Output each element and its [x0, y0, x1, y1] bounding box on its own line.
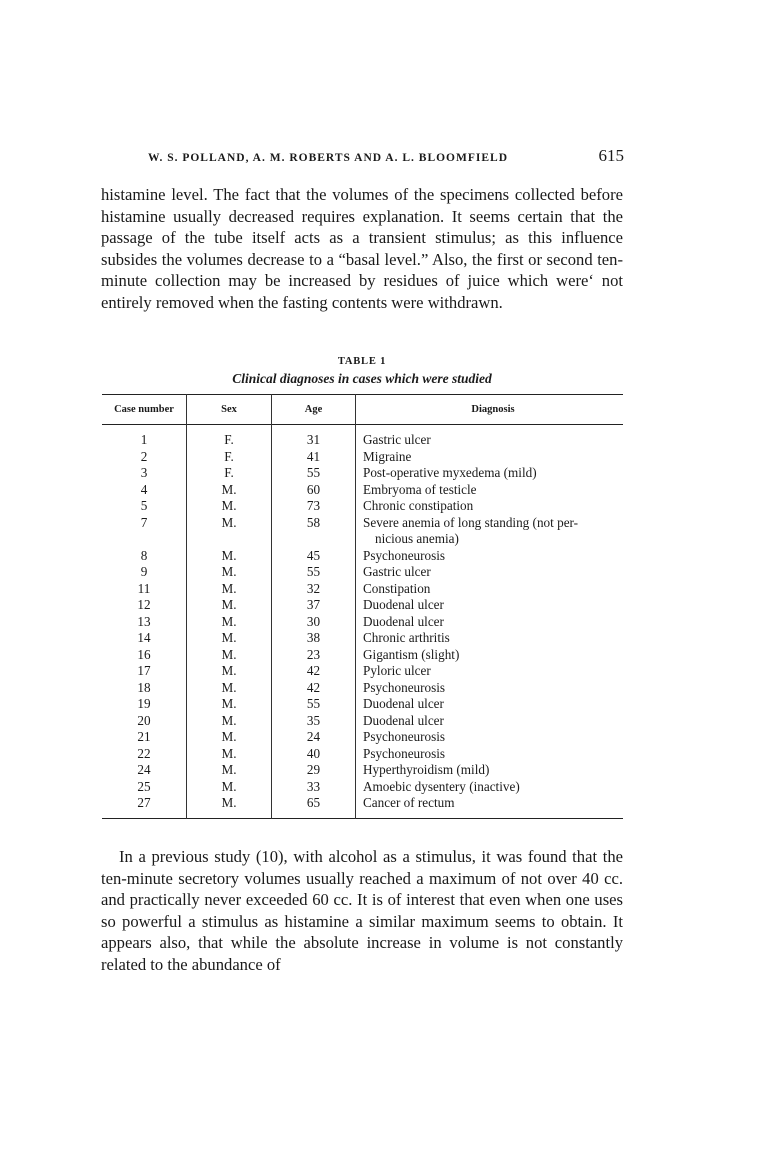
- cell-sex: M.: [187, 746, 272, 763]
- diagnosis-continuation: nicious anemia): [375, 531, 459, 546]
- cell-case-number: 12: [102, 597, 187, 614]
- cell-case-number: 8: [102, 548, 187, 565]
- table-row: [102, 614, 623, 631]
- cell-diagnosis: [356, 746, 624, 763]
- cell-case-number: 19: [102, 696, 187, 713]
- cell-diagnosis: [356, 713, 624, 730]
- cell-case-number: 3: [102, 465, 187, 482]
- table-row: [102, 713, 623, 730]
- table-row: [102, 482, 623, 499]
- cell-diagnosis: [356, 564, 624, 581]
- cell-case-number: 16: [102, 647, 187, 664]
- cell-sex: M.: [187, 597, 272, 614]
- table-row: [102, 425, 623, 449]
- diagnosis-text: Psychoneurosis: [363, 745, 446, 761]
- diagnosis-text: Psychoneurosis: [363, 679, 446, 695]
- table-row: [102, 449, 623, 466]
- cell-sex: F.: [187, 449, 272, 466]
- cell-sex: M.: [187, 515, 272, 548]
- cell-case-number: 7: [102, 515, 187, 548]
- cell-diagnosis: [356, 795, 624, 818]
- table-row: [102, 597, 623, 614]
- cell-sex: M.: [187, 696, 272, 713]
- cell-age: 55: [272, 564, 356, 581]
- cell-case-number: 14: [102, 630, 187, 647]
- cell-case-number: 25: [102, 779, 187, 796]
- cell-case-number: 18: [102, 680, 187, 697]
- cell-diagnosis: [356, 515, 624, 548]
- cell-age: 45: [272, 548, 356, 565]
- cell-diagnosis: [356, 465, 624, 482]
- cell-age: 60: [272, 482, 356, 499]
- cell-sex: M.: [187, 498, 272, 515]
- diagnosis-text: Constipation: [363, 580, 431, 596]
- cell-sex: F.: [187, 425, 272, 449]
- diagnosis-text: Gastric ulcer: [363, 432, 431, 447]
- cell-case-number: 4: [102, 482, 187, 499]
- cell-sex: M.: [187, 482, 272, 499]
- cell-diagnosis: [356, 597, 624, 614]
- paragraph-next: In a previous study (10), with alcohol as a stimulus, it was found that the ten-minute secretory volumes usually reached a maximum of not over 40 cc. and practically never exceeded 60 cc. It is of interest that even when one uses so powerful a stimulus as histamine a similar maximum seems to obtain. It appears also, that while the absolute increase in volume is not constantly related to the abundance of: [101, 847, 623, 974]
- cell-age: 65: [272, 795, 356, 818]
- diagnosis-text: Psychoneurosis: [363, 547, 446, 563]
- diagnosis-text: Amoebic dysentery (inactive): [363, 778, 520, 794]
- cell-age: 30: [272, 614, 356, 631]
- diagnosis-text: Cancer of rectum: [363, 795, 455, 810]
- diagnosis-text: Severe anemia of long standing (not per-: [363, 514, 579, 530]
- cell-case-number: 2: [102, 449, 187, 466]
- cell-sex: M.: [187, 762, 272, 779]
- cell-sex: M.: [187, 663, 272, 680]
- cell-sex: M.: [187, 779, 272, 796]
- diagnosis-text: Chronic constipation: [363, 498, 474, 513]
- clinical-diagnoses-table: [102, 394, 623, 819]
- table-row: [102, 795, 623, 818]
- cell-age: 23: [272, 647, 356, 664]
- header-age: Age: [272, 395, 356, 425]
- cell-diagnosis: [356, 425, 624, 449]
- cell-sex: M.: [187, 680, 272, 697]
- cell-sex: M.: [187, 729, 272, 746]
- header-diagnosis: Diagnosis: [471, 404, 515, 415]
- cell-sex: M.: [187, 713, 272, 730]
- cell-age: 58: [272, 515, 356, 548]
- cell-sex: M.: [187, 548, 272, 565]
- cell-sex: M.: [187, 564, 272, 581]
- table-title: TABLE 1: [337, 356, 387, 367]
- table-row: [102, 564, 623, 581]
- cell-age: 42: [272, 680, 356, 697]
- cell-case-number: 1: [102, 425, 187, 449]
- cell-case-number: 13: [102, 614, 187, 631]
- table-header-row: [102, 395, 623, 425]
- cell-age: 35: [272, 713, 356, 730]
- cell-case-number: 22: [102, 746, 187, 763]
- header-sex: Sex: [187, 395, 272, 425]
- cell-sex: M.: [187, 581, 272, 598]
- diagnosis-text: Gastric ulcer: [363, 564, 431, 579]
- table-row: [102, 762, 623, 779]
- cell-case-number: 27: [102, 795, 187, 818]
- table-row: [102, 647, 623, 664]
- cell-sex: F.: [187, 465, 272, 482]
- cell-case-number: 20: [102, 713, 187, 730]
- header-case-number: Case number: [102, 395, 187, 425]
- cell-case-number: 9: [102, 564, 187, 581]
- cell-age: 73: [272, 498, 356, 515]
- table-row: [102, 696, 623, 713]
- cell-case-number: 24: [102, 762, 187, 779]
- cell-sex: M.: [187, 630, 272, 647]
- paragraph-continued: histamine level. The fact that the volumes of the specimens collected before histamine usually decreased requires explanation. It seems certain that the passage of the tube itself acts as a transient stimulus; as this influence subsides the volumes decrease to a “basal level.” Also, the first or second ten-minute collection may be increased by residues of juice which were‘ not entirely removed when the fasting contents were withdrawn.: [101, 185, 623, 312]
- cell-sex: M.: [187, 795, 272, 818]
- table-row: [102, 465, 623, 482]
- running-head: [148, 146, 624, 166]
- cell-diagnosis: [356, 614, 624, 631]
- cell-age: 33: [272, 779, 356, 796]
- running-head-authors: W. S. POLLAND, A. M. ROBERTS AND A. L. BLOOMFIELD: [148, 152, 508, 164]
- cell-diagnosis: [356, 779, 624, 796]
- cell-age: 31: [272, 425, 356, 449]
- cell-sex: M.: [187, 647, 272, 664]
- diagnosis-text: Psychoneurosis: [363, 729, 446, 744]
- cell-case-number: 5: [102, 498, 187, 515]
- table-row: [102, 729, 623, 746]
- table-row: [102, 581, 623, 598]
- diagnosis-text: Migraine: [363, 448, 412, 464]
- cell-diagnosis: [356, 663, 624, 680]
- cell-case-number: 17: [102, 663, 187, 680]
- diagnosis-text: Duodenal ulcer: [363, 696, 444, 711]
- cell-diagnosis: [356, 680, 624, 697]
- diagnosis-text: Hyperthyroidism (mild): [363, 762, 490, 777]
- cell-age: 42: [272, 663, 356, 680]
- cell-sex: M.: [187, 614, 272, 631]
- cell-diagnosis: [356, 498, 624, 515]
- diagnosis-text: Post-operative myxedema (mild): [363, 465, 537, 480]
- cell-age: 55: [272, 465, 356, 482]
- diagnosis-text: Duodenal ulcer: [363, 712, 444, 728]
- diagnosis-text: Pyloric ulcer: [363, 663, 431, 678]
- cell-age: 55: [272, 696, 356, 713]
- table-body: [102, 425, 623, 819]
- cell-age: 24: [272, 729, 356, 746]
- cell-age: 29: [272, 762, 356, 779]
- table-row: [102, 746, 623, 763]
- table-subtitle: Clinical diagnoses in cases which were studied: [232, 371, 492, 386]
- cell-diagnosis: [356, 696, 624, 713]
- cell-age: 38: [272, 630, 356, 647]
- cell-diagnosis: [356, 647, 624, 664]
- diagnosis-text: Duodenal ulcer: [363, 597, 444, 612]
- table-row: [102, 680, 623, 697]
- cell-diagnosis: [356, 449, 624, 466]
- table-row: [102, 779, 623, 796]
- diagnosis-text: Gigantism (slight): [363, 646, 460, 662]
- cell-age: 37: [272, 597, 356, 614]
- cell-diagnosis: [356, 729, 624, 746]
- cell-diagnosis: [356, 762, 624, 779]
- cell-diagnosis: [356, 482, 624, 499]
- diagnosis-text: Embryoma of testicle: [363, 481, 477, 497]
- table-row: [102, 548, 623, 565]
- cell-case-number: 11: [102, 581, 187, 598]
- table-row: [102, 630, 623, 647]
- cell-age: 32: [272, 581, 356, 598]
- table-row: [102, 663, 623, 680]
- cell-diagnosis: [356, 630, 624, 647]
- page-number: 615: [598, 146, 624, 165]
- table-row: [102, 498, 623, 515]
- cell-diagnosis: [356, 581, 624, 598]
- table-row: [102, 515, 623, 548]
- cell-age: 40: [272, 746, 356, 763]
- cell-diagnosis: [356, 548, 624, 565]
- cell-case-number: 21: [102, 729, 187, 746]
- diagnosis-text: Duodenal ulcer: [363, 613, 444, 629]
- diagnosis-text: Chronic arthritis: [363, 630, 450, 645]
- cell-age: 41: [272, 449, 356, 466]
